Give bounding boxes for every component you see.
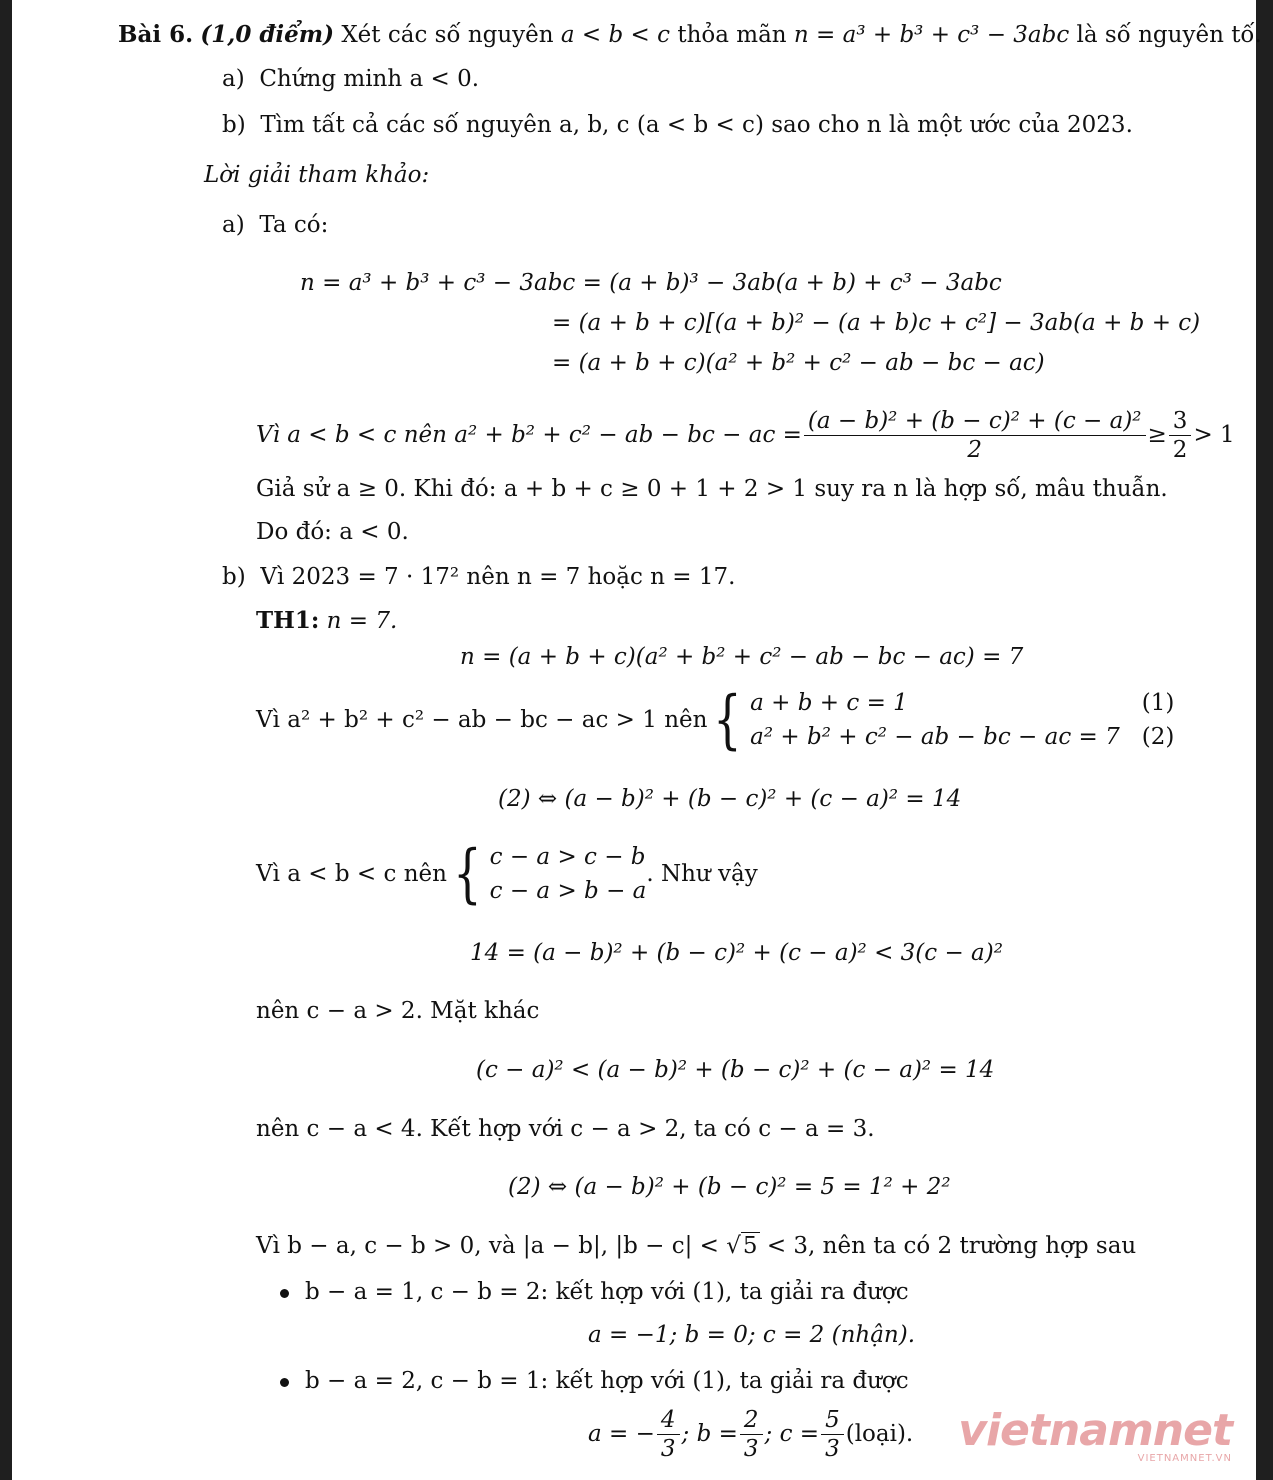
left-brace-icon: { (713, 683, 743, 757)
fraction-numerator: (a − b)² + (b − c)² + (c − a)² (804, 407, 1146, 436)
system-2-prefix: Vì a < b < c nên (256, 861, 447, 887)
fraction-denominator: 2 (967, 436, 983, 463)
system-1-tags (1142, 686, 1175, 754)
document-page (12, 0, 1262, 1480)
inequality-prefix: Vì a < b < c nên a² + b² + c² − ab − bc − ac = (256, 422, 802, 448)
inequality-line (256, 405, 1235, 465)
result-b-den: 3 (743, 1435, 759, 1462)
equivalence-5: (2) ⇔ (a − b)² + (b − c)² = 5 = 1² + 2² (508, 1174, 951, 1200)
tag-2: (2) (1141, 724, 1175, 750)
case-1-heading (256, 606, 397, 636)
system-2-line (256, 837, 758, 911)
part-a-question (222, 64, 479, 94)
watermark-domain: VIETNAMNET.VN (1137, 1453, 1232, 1464)
ge-symbol: ≥ (1147, 422, 1167, 448)
system-1-prefix: Vì a² + b² + c² − ab − bc − ac > 1 nên (256, 707, 708, 733)
inequality-14: 14 = (a − b)² + (b − c)² + (c − a)² < 3(c − a)² (470, 940, 1003, 966)
sqrt-suffix: < 3, nên ta có 2 trường hợp sau (759, 1233, 1137, 1259)
system-2 (447, 837, 647, 911)
equation-line-1 (300, 268, 1002, 298)
statement-text-3: là số nguyên tố. (1069, 22, 1262, 48)
solution-b-intro-text: Vì 2023 = 7 · 17² nên n = 7 hoặc n = 17. (260, 564, 736, 590)
result-c-prefix: ; c = (764, 1421, 820, 1447)
three-halves-fraction (1169, 407, 1192, 464)
system-1-rows (750, 686, 1120, 754)
result-a-fraction (657, 1406, 680, 1463)
result-suffix: (loại). (845, 1421, 914, 1447)
solution-a-intro-text: Ta có: (259, 212, 329, 238)
sqrt-line (256, 1231, 1136, 1261)
eq1-lhs: n = a³ + b³ + c³ − 3abc (300, 270, 576, 296)
conclusion-line: Do đó: a < 0. (256, 519, 409, 545)
result-a-den: 3 (660, 1435, 676, 1462)
system-2-row-1: c − a > c − b (489, 844, 646, 870)
solution-title: Lời giải tham khảo: (204, 162, 430, 188)
sqrt-prefix: Vì b − a, c − b > 0, và |a − b|, |b − c| < (256, 1233, 727, 1259)
bullet-2-result (588, 1404, 913, 1464)
system-1-row-1: a + b + c = 1 (750, 690, 908, 716)
system-2-suffix: . Như vậy (646, 861, 758, 887)
system-1 (707, 683, 1175, 757)
case-1-equation: n = (a + b + c)(a² + b² + c² − ab − bc − ac) = 7 (460, 644, 1024, 670)
system-2-row-2: c − a > b − a (489, 878, 647, 904)
part-b-label: b) (222, 112, 246, 138)
gt-one: > 1 (1193, 422, 1235, 448)
case-1-condition: n = 7. (326, 608, 398, 634)
tag-1: (1) (1141, 690, 1175, 716)
problem-heading: Bài 6. (118, 21, 194, 48)
statement-text-1: Xét các số nguyên (341, 22, 561, 48)
watermark-brand: vietnamnet (958, 1405, 1232, 1456)
system-1-row-2: a² + b² + c² − ab − bc − ac = 7 (750, 724, 1120, 750)
eq1-rhs: = (a + b)³ − 3ab(a + b) + c³ − 3abc (582, 270, 1002, 296)
equation-line-3: = (a + b + c)(a² + b² + c² − ab − bc − ac) (552, 350, 1045, 376)
solution-a-intro (222, 210, 328, 240)
inequality-fraction (804, 407, 1146, 464)
equivalence-14: (2) ⇔ (a − b)² + (b − c)² + (c − a)² = 14 (498, 786, 962, 812)
three-halves-den: 2 (1172, 436, 1188, 463)
result-a-num: 4 (657, 1406, 680, 1435)
bullet-item-2 (280, 1366, 909, 1396)
statement-n-definition: n = a³ + b³ + c³ − 3abc (793, 22, 1070, 48)
system-2-rows (490, 840, 647, 908)
part-b-question (222, 110, 1133, 140)
c-minus-a-gt-2: nên c − a > 2. Mặt khác (256, 998, 540, 1024)
sqrt-radicand: 5 (742, 1233, 758, 1259)
bullet-icon (280, 1378, 289, 1387)
c-minus-a-eq-3: nên c − a < 4. Kết hợp với c − a > 2, ta có c − a = 3. (256, 1116, 875, 1142)
assumption-line: Giả sử a ≥ 0. Khi đó: a + b + c ≥ 0 + 1 + 2 > 1 suy ra n là hợp số, mâu thuẫn. (256, 476, 1168, 502)
bullet-1-result: a = −1; b = 0; c = 2 (nhận). (588, 1322, 916, 1348)
case-1-label: TH1: (256, 607, 320, 634)
result-c-den: 3 (825, 1435, 840, 1462)
solution-a-label: a) (222, 212, 245, 238)
part-a-text: Chứng minh a < 0. (259, 66, 480, 92)
problem-points: (1,0 điểm) (200, 21, 334, 48)
result-b-num: 2 (740, 1406, 763, 1435)
statement-text-2: thỏa mãn (670, 22, 794, 48)
system-1-line (256, 683, 1175, 757)
result-b-prefix: ; b = (681, 1421, 738, 1447)
statement-relation: a < b < c (560, 22, 671, 48)
left-brace-icon: { (453, 837, 482, 911)
bullet-icon (280, 1289, 289, 1298)
bullet-1-text: b − a = 1, c − b = 2: kết hợp với (1), ta giải ra được (305, 1279, 909, 1305)
result-c-num: 5 (821, 1406, 844, 1435)
c-minus-a-squared: (c − a)² < (a − b)² + (b − c)² + (c − a)² = 14 (476, 1057, 995, 1083)
bullet-2-text: b − a = 2, c − b = 1: kết hợp với (1), ta giải ra được (305, 1368, 909, 1394)
sqrt-five: √5 (726, 1233, 758, 1259)
vietnamnet-watermark (958, 1405, 1232, 1464)
result-c-fraction (821, 1406, 844, 1463)
part-b-text: Tìm tất cả các số nguyên a, b, c (a < b < c) sao cho n là một ước của 2023. (260, 112, 1133, 138)
three-halves-num: 3 (1169, 407, 1192, 436)
solution-b-intro (222, 562, 735, 592)
part-a-label: a) (222, 66, 245, 92)
solution-b-label: b) (222, 564, 246, 590)
equation-line-2: = (a + b + c)[(a + b)² − (a + b)c + c²] − 3ab(a + b + c) (552, 310, 1201, 336)
problem-statement (118, 20, 1262, 50)
bullet-item-1 (280, 1277, 909, 1307)
result-b-fraction (740, 1406, 763, 1463)
result-a-prefix: a = − (588, 1421, 655, 1447)
